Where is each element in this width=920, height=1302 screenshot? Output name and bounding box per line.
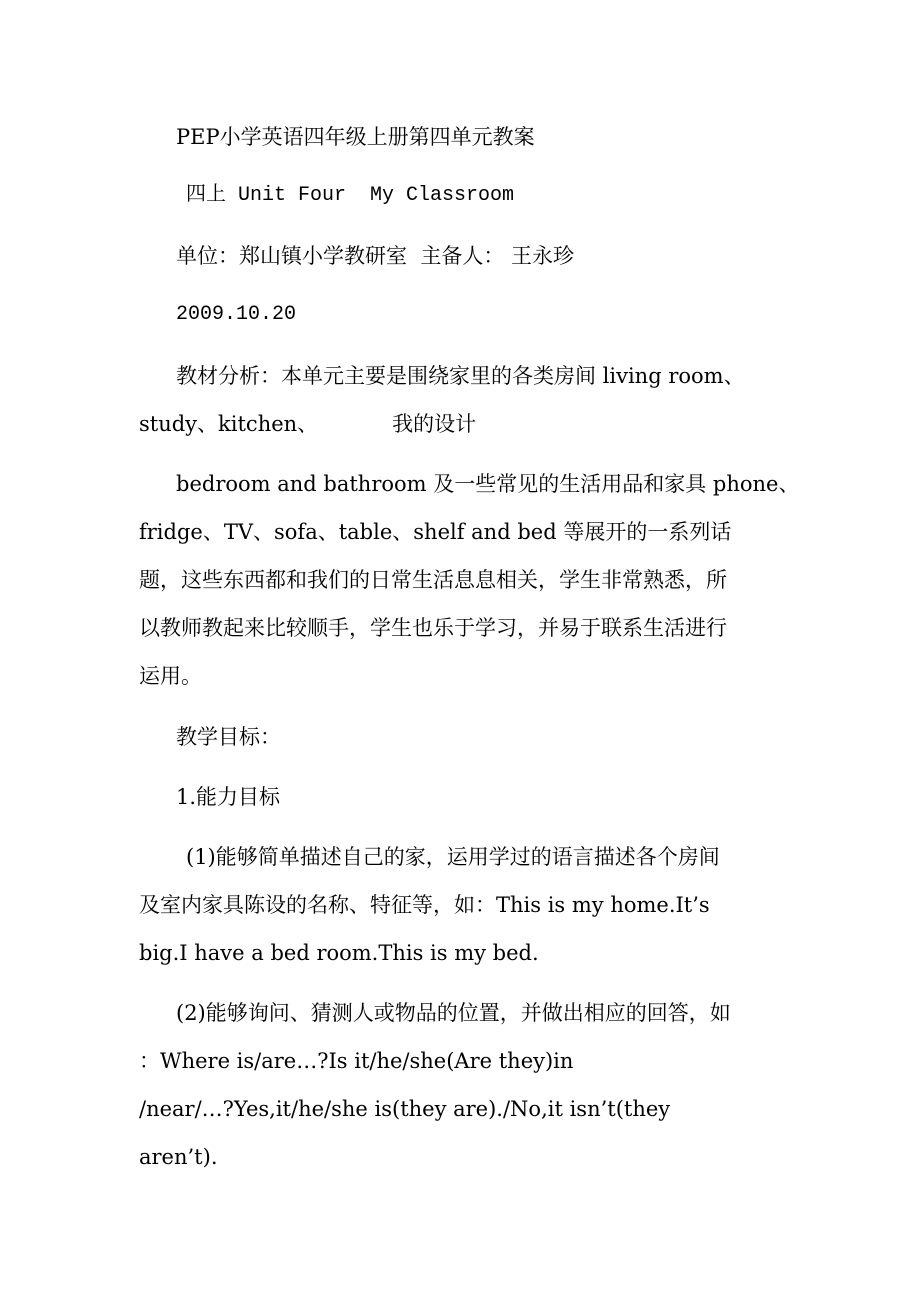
document-title: PEP小学英语四年级上册第四单元教案 [176, 125, 535, 149]
unit-author-line [176, 232, 836, 280]
goal-heading: 1.能力目标 [176, 785, 281, 809]
analysis-line: 题，这些东西都和我们的日常生活息息相关，学生非常熟悉，所 [139, 568, 727, 592]
design-note: 我的设计 [392, 412, 477, 436]
goal-item-line: /near/…?Yes,it/he/she is(they are)./No,it isn’t(they [139, 1097, 671, 1121]
analysis-line: bedroom and bathroom 及一些常见的生活用品和家具 phone、 [176, 472, 800, 496]
analysis-line: 教材分析：本单元主要是围绕家里的各类房间 living room、 [176, 364, 745, 388]
analysis-line: fridge、TV、sofa、table、shelf and bed 等展开的一系列话 [139, 520, 732, 544]
unit-label: 单位：郑山镇小学教研室 [176, 244, 407, 268]
goals-heading: 教学目标： [176, 725, 281, 749]
author-name: 王永珍 [511, 244, 575, 268]
goal-item-line: (1)能够简单描述自己的家，运用学过的语言描述各个房间 [186, 845, 720, 869]
goal-item-line: big.I have a bed room.This is my bed. [139, 941, 539, 965]
unit-line: 四上 Unit Four My Classroom [186, 184, 515, 207]
author-label: 主备人： [420, 244, 505, 268]
goal-item-line: aren’t). [139, 1145, 218, 1169]
document-date: 2009.10.20 [176, 303, 297, 326]
goal-item-line: 及室内家具陈设的名称、特征等，如：This is my home.It’s [139, 893, 710, 917]
analysis-line: 运用。 [139, 664, 202, 688]
goal-item-line: ：Where is/are…?Is it/he/she(Are they)in [139, 1049, 574, 1073]
analysis-words: study、kitchen、 [139, 412, 319, 436]
analysis-line [139, 400, 799, 448]
analysis-line: 以教师教起来比较顺手，学生也乐于学习，并易于联系生活进行 [139, 616, 727, 640]
goal-item-line: (2)能够询问、猜测人或物品的位置，并做出相应的回答，如 [176, 1001, 731, 1025]
